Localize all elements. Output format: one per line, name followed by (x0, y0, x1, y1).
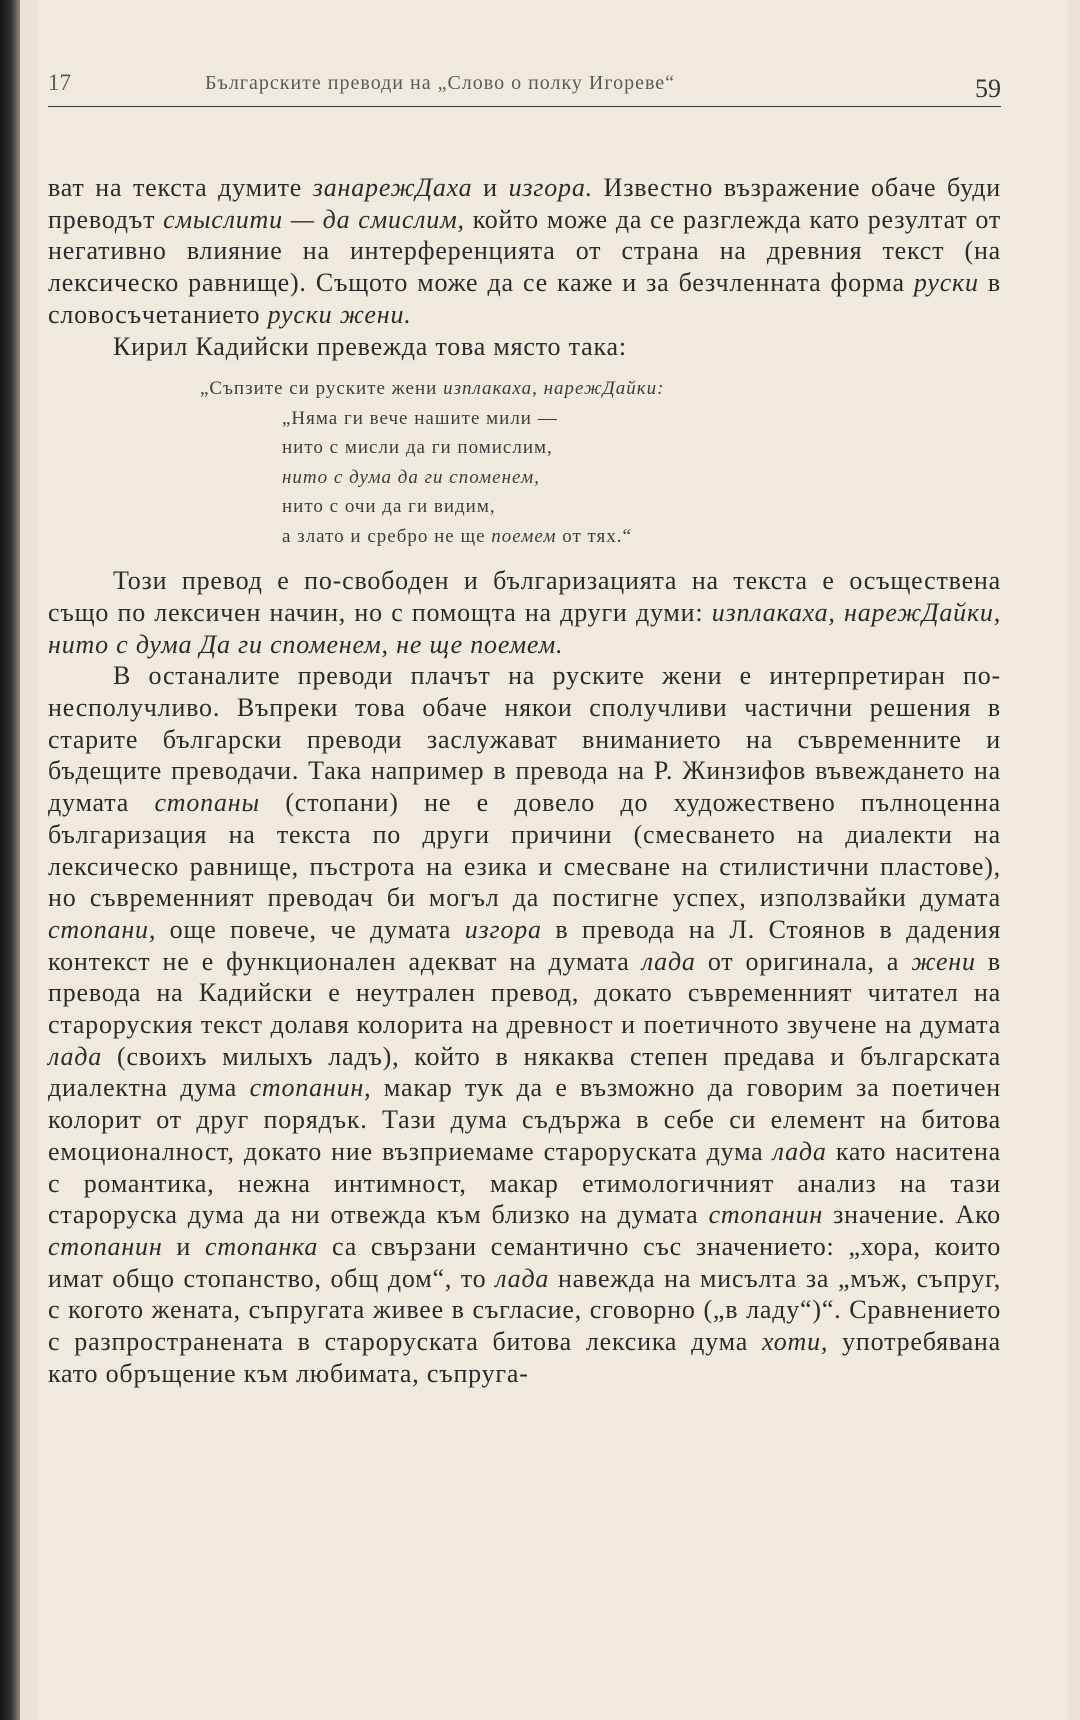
paragraph-4 (48, 660, 1001, 1389)
main-text (48, 172, 1001, 1390)
text-run: в словосъчетанието (48, 268, 1001, 329)
header-left-number: 17 (48, 70, 71, 95)
text-run: ват на текста думите (48, 173, 313, 202)
poem-line: нито с мисли да ги помислим, (282, 437, 553, 459)
italic-term: хоти, (762, 1327, 829, 1357)
italic-term: лада (495, 1263, 550, 1293)
text-run: „Съпзите си руските жени (200, 378, 444, 400)
poem-line (48, 522, 1001, 552)
italic-term: изгора (464, 914, 542, 944)
italic-term: лада (772, 1136, 827, 1166)
italic-term: стопаны (154, 788, 260, 818)
text-run: навежда на мисълта за „мъж, съпруг, с когото жената, съпругата живее в съгласие, сговорно („в ладу“)“. Сравнението с разпространената в староруската битова лексика дума (48, 1263, 1002, 1357)
text-run: В останалите преводи плачът на руските жени е интерпретиран по-несполучливо. Въпреки това обаче някои сполучливи частични решения в старите български преводи заслужават вниманието на съвременните и бъдещите преводачи. Така например в превода на Р. Жинзифов въвеждането на думата (48, 661, 1001, 818)
paragraph-2: Кирил Кадийски превежда това място така: (113, 331, 627, 361)
text-run: от оригинала, а (695, 946, 912, 976)
italic-term: поемем (491, 525, 557, 547)
italic-term: руски жени. (267, 299, 412, 329)
italic-term: стопанка (205, 1231, 319, 1261)
paragraph-1 (48, 172, 1001, 331)
text-run: значение. Ако (823, 1200, 1001, 1230)
text-run: Известно възражение обаче буди преводът (48, 173, 1001, 234)
text-run: който може да се разглежда като резултат от негативно влияние на интерференцията от страна на древния текст (на лексическо равнище). Същото може да се каже и за безчленната форма (48, 204, 1001, 298)
italic-term: изплакаха, нарежДайки: (443, 378, 665, 400)
text-run: и (472, 173, 509, 202)
italic-term: лада (48, 1041, 103, 1071)
poem-quote (48, 374, 1001, 551)
header-running-title: Българските преводи на „Слово о полку Игореве“ (205, 72, 676, 94)
italic-term: изплакаха, нарежДайки, нито с дума Да ги споменем, не ще поемем. (48, 597, 1002, 659)
italic-term: стопанин (48, 1231, 163, 1261)
italic-term: изгора. (508, 173, 593, 202)
text-run: в превода на Кадийски е неутрален превод, докато съвременният читател на староруския текст долавя колорита на древност и поетичното звучене на думата (48, 946, 1001, 1040)
text-run: Този превод е по-свободен и българизацията на текста е осъществена също по лексичен начин, но с помощта на други думи: (48, 566, 1001, 627)
text-run: са свързани семантично със значението: „хора, които имат общо стопанство, общ дом“, то (48, 1231, 1001, 1293)
poem-line: „Няма ги вече нашите мили — (282, 407, 558, 429)
italic-term: стопанин, (249, 1073, 372, 1103)
page-number: 59 (975, 74, 1001, 103)
italic-term: смыслити — да смислим, (163, 204, 465, 234)
italic-term: стопанин (708, 1200, 824, 1230)
poem-line (48, 374, 1001, 404)
text-run: употребявана като обръщение към любимата, съпруга- (48, 1327, 1001, 1388)
text-run: и (162, 1231, 206, 1261)
poem-line: нито с дума да ги споменем, (282, 466, 540, 488)
italic-term: занарежДаха (312, 173, 473, 202)
italic-term: жени (911, 946, 976, 976)
running-header (48, 66, 1001, 107)
text-run: като наситена с романтика, нежна интимност, макар етимологичният анализ на тази староруска дума да ни отвежда към близко на думата (48, 1136, 1001, 1230)
text-run: в превода на Л. Стоянов в дадения контекст не е функционален адекват на думата (48, 914, 1001, 976)
text-run: още повече, че думата (156, 914, 465, 944)
text-run: (своихъ милыхъ ладъ), който в някаква степен предава и българската диалектна дума (48, 1041, 1001, 1103)
book-spine-shadow (0, 0, 20, 1720)
paragraph-3 (48, 565, 1001, 660)
text-run: от тях.“ (556, 525, 632, 547)
italic-term: руски (913, 268, 979, 298)
italic-term: лада (641, 946, 696, 976)
poem-line: нито с очи да ги видим, (282, 496, 496, 518)
text-run: макар тук да е възможно да говорим за поетичен колорит от друг порядък. Тази дума съдържа в себе си елемент на битова емоционалност, докато ние възприемаме староруската дума (48, 1073, 1001, 1166)
text-run: (стопани) не е довело до художествено пълноценна българизация на текста по други причини (смесването на диалекти на лексическо равнище, пъстрота на езика и смесване на стилистични пластове), но съвременният преводач би могъл да постигне успех, използвайки думата (48, 788, 1001, 913)
text-run: а злато и сребро не ще (282, 525, 492, 547)
italic-term: стопани, (48, 914, 157, 944)
